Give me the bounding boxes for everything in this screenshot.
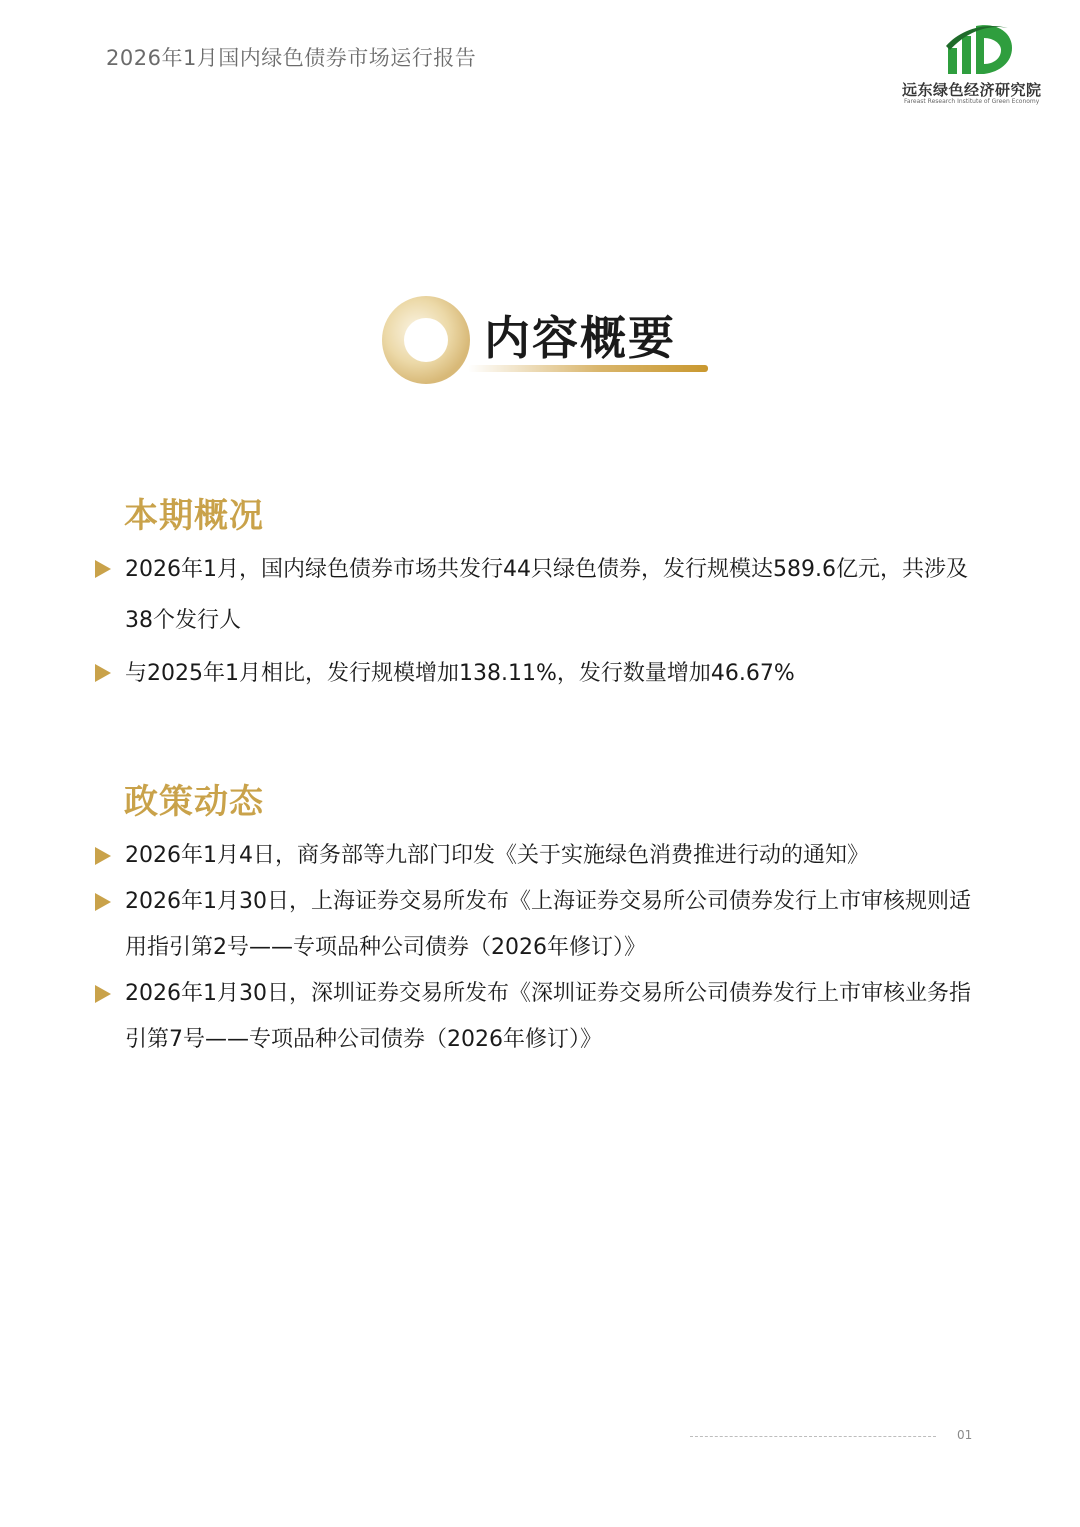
triangle-bullet-icon [95, 893, 111, 911]
institute-name-english: Fareast Research Institute of Green Economy [904, 98, 1040, 105]
bullet-item [95, 544, 980, 646]
overview-title: 内容概要 [484, 311, 676, 365]
report-header-title: 2026年1月国内绿色债券市场运行报告 [106, 46, 477, 70]
section-title-overview: 本期概况 [124, 496, 264, 536]
bullet-item [95, 971, 980, 1063]
section-title-policy: 政策动态 [124, 782, 264, 822]
page-number: 01 [957, 1428, 973, 1442]
bullet-text: 2026年1月30日，上海证券交易所发布《上海证券交易所公司债券发行上市审核规则适用指引第2号——专项品种公司债券（2026年修订）》 [125, 889, 971, 960]
bullet-text: 2026年1月，国内绿色债券市场共发行44只绿色债券，发行规模达589.6亿元，共涉及38个发行人 [125, 557, 968, 633]
bullet-item [95, 648, 980, 699]
triangle-bullet-icon [95, 847, 111, 865]
triangle-bullet-icon [95, 560, 111, 578]
triangle-bullet-icon [95, 985, 111, 1003]
bullet-item [95, 833, 980, 879]
bullet-text: 与2025年1月相比，发行规模增加138.11%，发行数量增加46.67% [125, 661, 795, 686]
bullet-text: 2026年1月4日，商务部等九部门印发《关于实施绿色消费推进行动的通知》 [125, 843, 869, 868]
triangle-bullet-icon [95, 664, 111, 682]
gold-ring-icon [380, 294, 472, 386]
footer-divider [690, 1436, 936, 1437]
bullet-item [95, 879, 980, 971]
overview-heading [380, 290, 720, 390]
leaf-logo-icon [944, 18, 1016, 76]
bullet-text: 2026年1月30日，深圳证券交易所发布《深圳证券交易所公司债券发行上市审核业务指引第7号——专项品种公司债券（2026年修订）》 [125, 981, 971, 1052]
institute-name: 远东绿色经济研究院 [902, 81, 1042, 99]
institute-logo [898, 18, 1062, 108]
gold-underline [468, 365, 708, 372]
